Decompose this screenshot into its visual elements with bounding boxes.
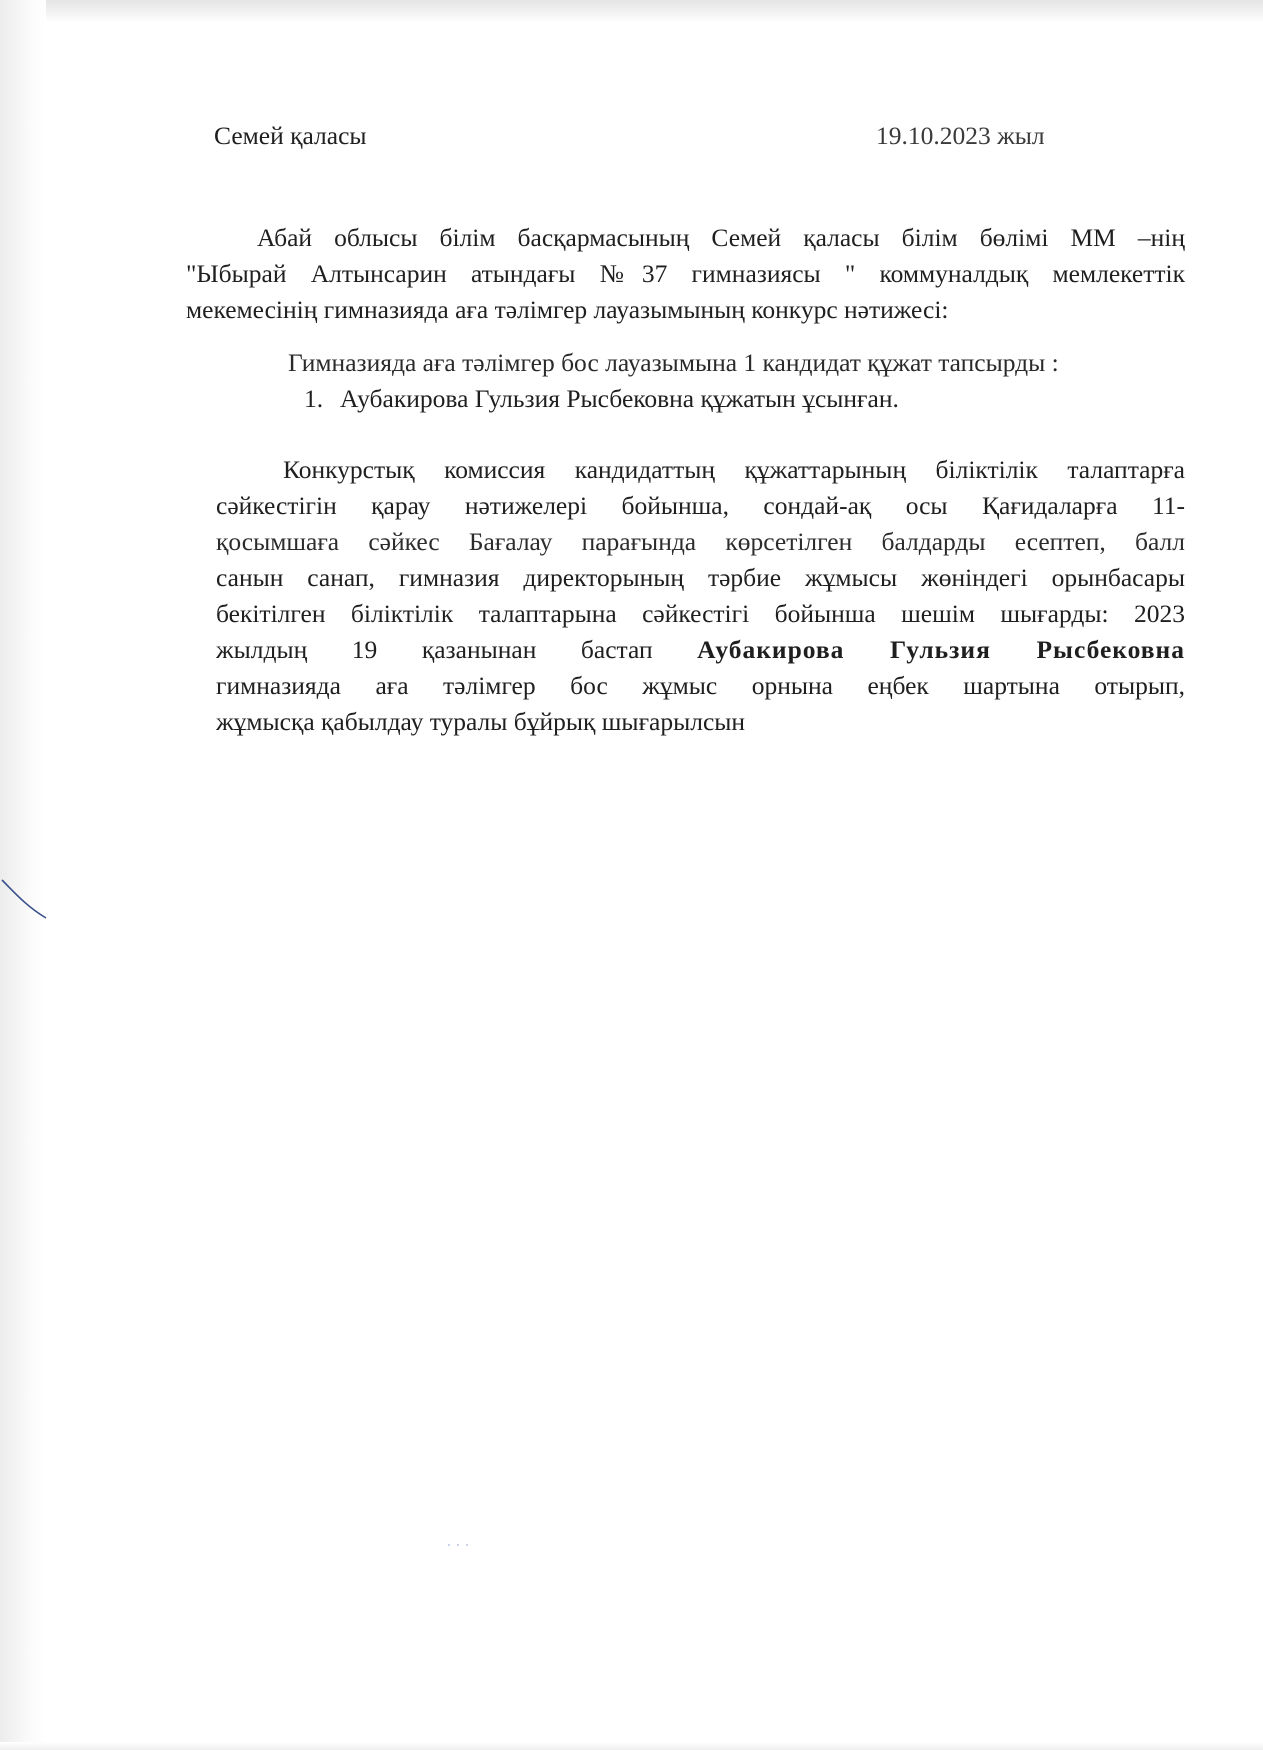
decision-line-2: сәйкестігін қарау нәтижелері бойынша, сондай-ақ осы Қағидаларға 11- (216, 491, 1185, 520)
document-date: 19.10.2023 жыл (876, 121, 1045, 150)
scan-speck (446, 1542, 474, 1548)
list-item-text: Аубакирова Гульзия Рысбековна құжатын ұсынған. (340, 384, 899, 413)
decision-line-1: Конкурстық комиссия кандидаттың құжаттарының біліктілік талаптарға (283, 455, 1185, 484)
decision-line-8: жұмысқа қабылдау туралы бұйрық шығарылсын (216, 707, 746, 736)
city-name: Семей қаласы (214, 121, 367, 150)
intro-line-2: "Ыбырай Алтынсарин атындағы №37 гимназиясы " коммуналдық мемлекеттік (186, 259, 1185, 288)
list-item-number: 1. (304, 384, 324, 413)
intro-line-3: мекемесінің гимназияда аға тәлімгер лауазымының конкурс нәтижесі: (186, 295, 949, 324)
decision-line-6-start: жылдың 19 қазанынан бастап (216, 635, 653, 664)
intro-line-1: Абай облысы білім басқармасының Семей қаласы білім бөлімі ММ –нің (257, 223, 1185, 252)
decision-line-6 (216, 632, 1185, 668)
decision-line-4: санын санап, гимназия директорының тәрбие жұмысы жөніндегі орынбасары (216, 563, 1185, 592)
list-item (304, 381, 899, 417)
candidates-summary: Гимназияда аға тәлімгер бос лауазымына 1 кандидат құжат тапсырды : (288, 348, 1059, 377)
decision-line-5: бекітілген біліктілік талаптарына сәйкестігі бойынша шешім шығарды: 2023 (216, 599, 1185, 628)
candidate-name: Аубакирова Гульзия Рысбековна (697, 635, 1185, 664)
decision-line-3: қосымшаға сәйкес Бағалау парағында көрсетілген балдарды есептеп, балл (216, 527, 1185, 556)
decision-line-7: гимназияда аға тәлімгер бос жұмыс орнына еңбек шартына отырып, (216, 671, 1185, 700)
